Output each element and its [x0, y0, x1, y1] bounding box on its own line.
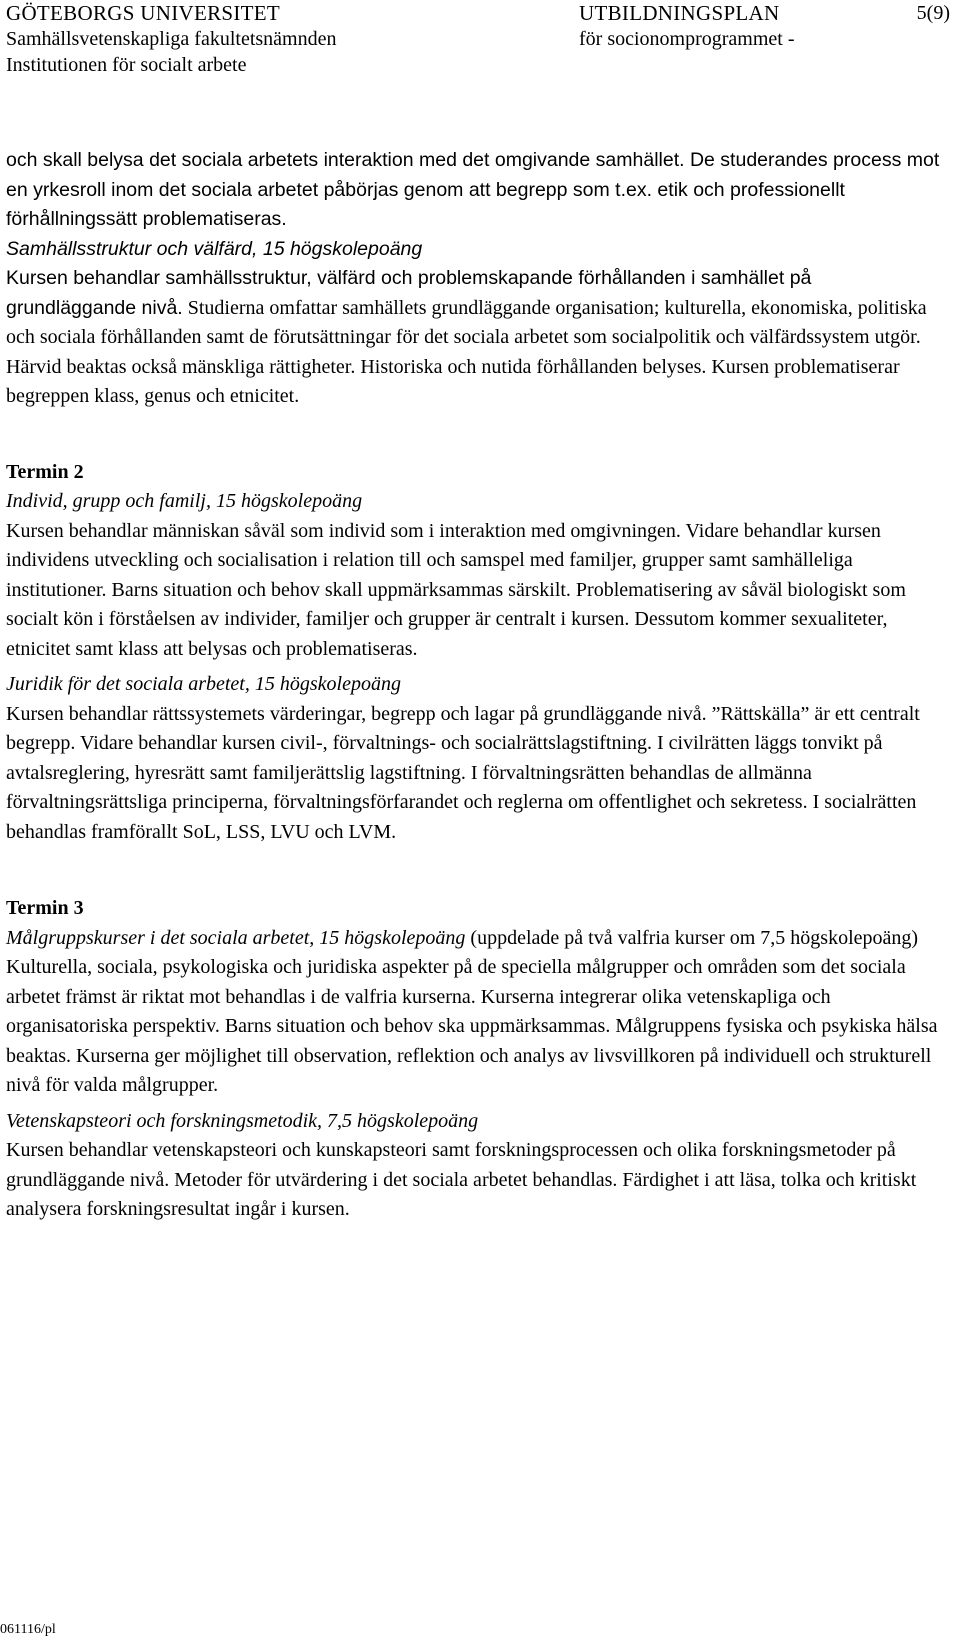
university-name: GÖTEBORGS UNIVERSITET — [6, 1, 281, 25]
course-text-juridik: Kursen behandlar rättssystemets värderingar, begrepp och lagar på grundläggande nivå. ”Rättskälla” är ett centralt begrepp. Vidare behandlar kursen civil-, förvaltnings- och socialrättslagstiftning. I civilrätten läggs tonvikt på avtalsreglering, hyresrätt samt familjerättslig lagstiftning. I förvaltningsrätten behandlas de allmänna förvaltningsrättsliga principerna, förvaltningsförfarandet och reglerna om offentlighet och sekretess. I socialrätten behandlas framförallt SoL, LSS, LVU och LVM. — [6, 702, 920, 843]
page-number: 5(9) — [916, 2, 950, 24]
course-text-malgrupp: Kulturella, sociala, psykologiska och juridiska aspekter på de speciella målgrupper och områden som det sociala arbetet främst är riktat mot behandlas i de valfria kurserna. Kurserna integrerar olika vetenskapliga och organisatoriska perspektiv. Barns situation och behov ska uppmärksammas. Målgruppens fysiska och psykiska hälsa beaktas. Kurserna ger möjlighet till observation, reflektion och analys av livsvillkoren på individuell och strukturell nivå för valda målgrupper. — [6, 956, 938, 1096]
program-name: för socionomprogrammet - — [579, 28, 795, 50]
page-header — [6, 0, 950, 92]
course-text-samhallsstruktur-part2: Studierna omfattar samhällets grundläggande organisation; kulturella, ekonomiska, politiska och sociala förhållanden samt de förutsättningar för det sociala arbetet som socialpolitik och välfärdssystem utgör. Härvid beaktas också mänskliga rättigheter. Historiska och nutida förhållanden belyses. Kursen problematiserar begreppen klass, genus och etnicitet. — [6, 296, 927, 407]
course-title-individ: Individ, grupp och familj, 15 högskolepoäng — [6, 490, 363, 512]
document-type: UTBILDNINGSPLAN — [579, 1, 780, 25]
intro-paragraph: och skall belysa det sociala arbetets interaktion med det omgivande samhället. De studerandes process mot en yrkesroll inom det sociala arbetet påbörjas genom att begrepp som t.ex. etik och professionellt förhållningssätt problematiseras. — [6, 149, 940, 230]
course-title-malgrupp — [6, 924, 946, 954]
course-title-malgrupp-note: (uppdelade på två valfria kurser om 7,5 högskolepoäng) — [465, 926, 919, 949]
termin-2-heading: Termin 2 — [6, 460, 84, 483]
course-text-samhallsstruktur-part1: Kursen behandlar samhällsstruktur, välfärd och problemskapande förhållanden i samhället på grundläggande nivå. — [6, 267, 812, 319]
course-text-vetenskapsteori: Kursen behandlar vetenskapsteori och kunskapsteori samt forskningsprocessen och olika forskningsmetoder på grundläggande nivå. Metoder för utvärdering i det sociala arbetet behandlas. Färdighet i att läsa, tolka och kritiskt analysera forskningsresultat ingår i kursen. — [6, 1139, 917, 1220]
document-body — [6, 146, 946, 1225]
header-right — [579, 0, 879, 52]
termin-3-heading: Termin 3 — [6, 897, 84, 919]
course-title-samhallsstruktur: Samhällsstruktur och välfärd, 15 högskolepoäng — [6, 237, 423, 260]
header-left — [6, 0, 566, 78]
course-title-malgrupp-name: Målgruppskurser i det sociala arbetet, 15 högskolepoäng — [6, 926, 466, 949]
faculty-name: Samhällsvetenskapliga fakultetsnämnden — [6, 28, 337, 50]
course-text-individ: Kursen behandlar människan såväl som individ som i interaktion med omgivningen. Vidare behandlar kursen individens utveckling och socialisation i relation till och samspel med familjer, grupper samt samhälleliga institutioner. Barns situation och behov skall uppmärksammas särskilt. Problematisering av såväl biologiskt som socialt kön i förståelsen av individer, familjer och grupper är centralt i kursen. Dessutom kommer sexualiteter, etnicitet samt klass att belysas och problematiseras. — [6, 519, 906, 660]
course-title-juridik: Juridik för det sociala arbetet, 15 högskolepoäng — [6, 673, 401, 695]
course-text-samhallsstruktur — [6, 264, 946, 412]
department-name: Institutionen för socialt arbete — [6, 54, 247, 76]
footer-code: 061116/pl — [0, 1622, 56, 1637]
course-title-vetenskapsteori: Vetenskapsteori och forskningsmetodik, 7,5 högskolepoäng — [6, 1109, 479, 1132]
